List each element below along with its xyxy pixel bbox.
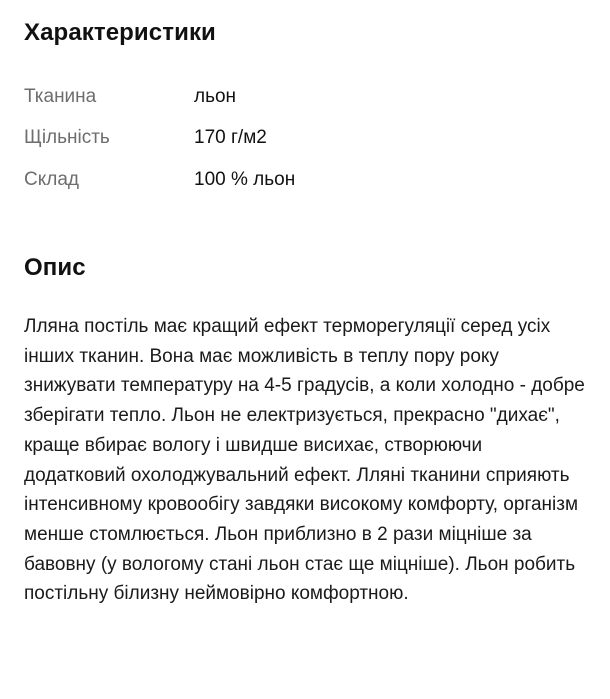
- characteristics-heading: Характеристики: [24, 19, 216, 46]
- spec-row-composition: [24, 165, 584, 195]
- spec-label: Склад: [24, 169, 79, 190]
- description-heading: Опис: [24, 254, 86, 281]
- spec-row-fabric: [24, 82, 584, 112]
- spec-value: 170 г/м2: [194, 127, 267, 148]
- spec-label: Щільність: [24, 127, 110, 148]
- spec-value: 100 % льон: [194, 169, 296, 190]
- description-text: Лляна постіль має кращий ефект терморегуляції серед усіх інших тканин. Вона має можливість в теплу пору року знижувати температуру на 4-5 градусів, а коли холодно - добре зберігати тепло. Льон не електризується, прекрасно "дихає", краще вбирає вологу і швидше висихає, створюючи додатковий охолоджувальний ефект. Лляні тканини сприяють інтенсивному кровообігу завдяки високому комфорту, організм менше стомлюється. Льон приблизно в 2 рази міцніше за бавовну (у вологому стані льон стає ще міцніше). Льон робить постільну білизну неймовірно комфортною.: [24, 316, 585, 605]
- spec-value: льон: [194, 86, 237, 107]
- spec-row-density: [24, 123, 584, 153]
- spec-label: Тканина: [24, 86, 97, 107]
